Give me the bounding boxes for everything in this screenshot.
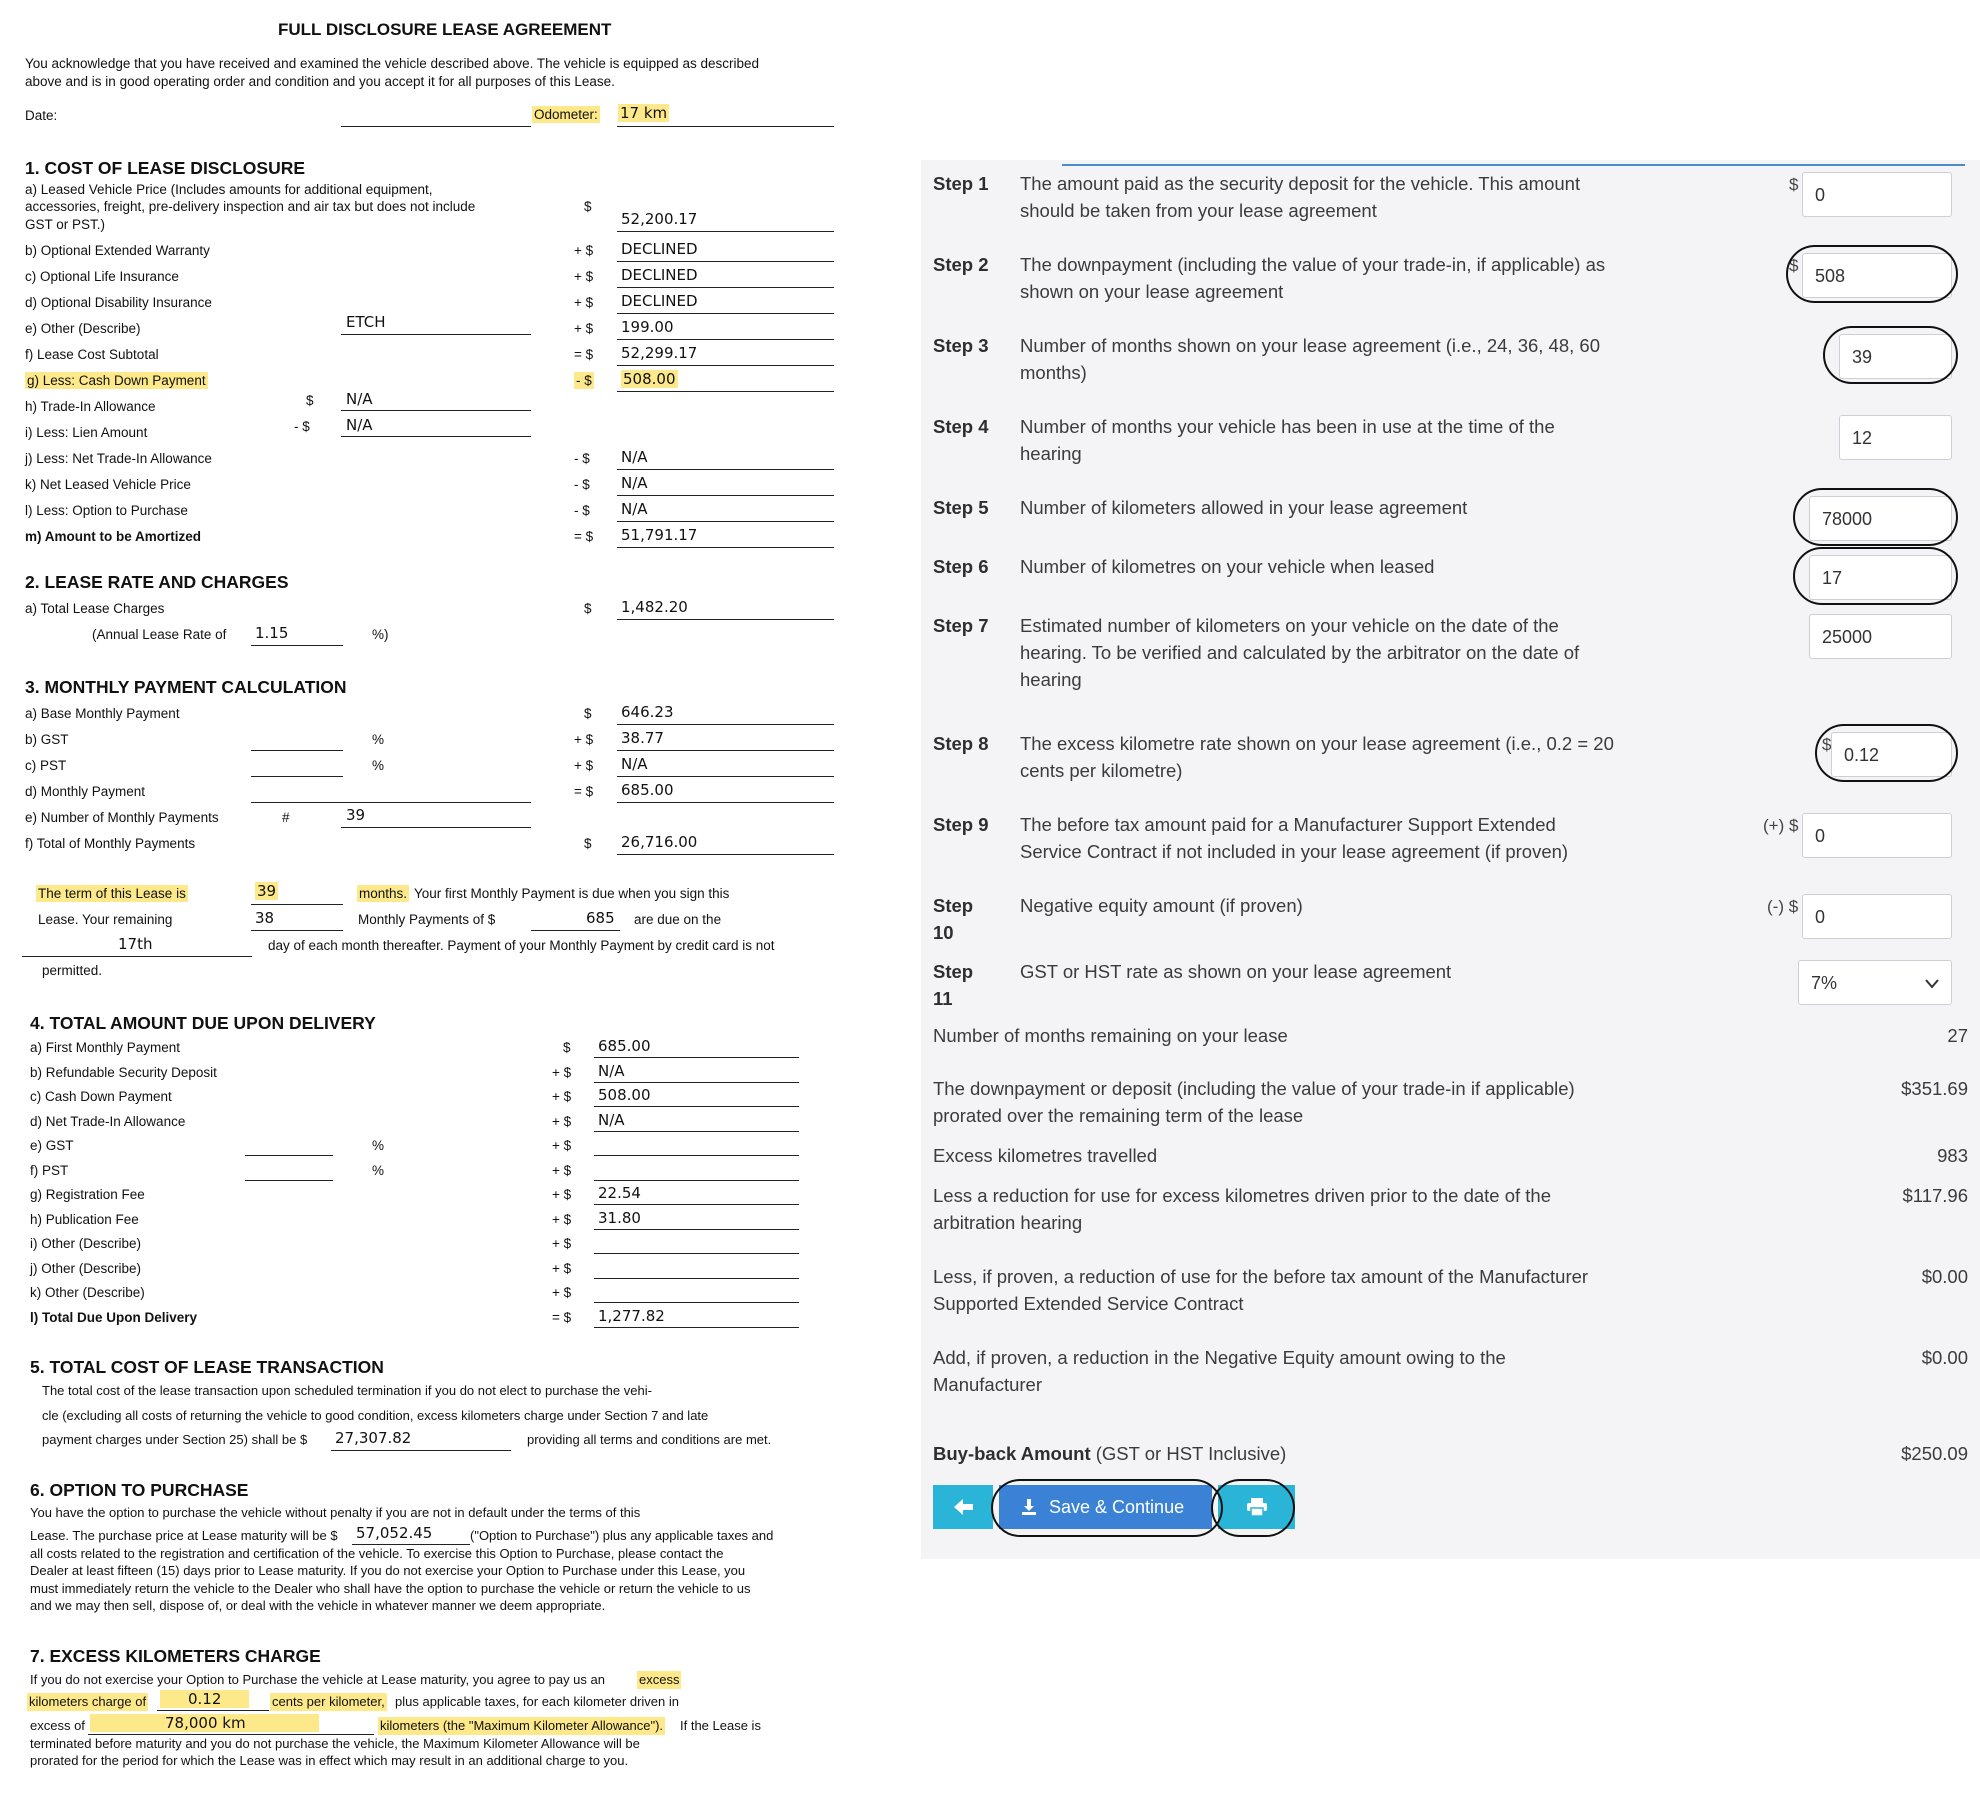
buyback-value: $250.09 — [1901, 1443, 1968, 1464]
step-label: Step 11 — [933, 961, 974, 1009]
s4-row-value: N/A — [598, 1111, 625, 1129]
s1-row-label: h) Trade-In Allowance — [25, 399, 156, 414]
s1-row-symbol: = $ — [574, 347, 594, 362]
term-text-3: Lease. Your remaining — [38, 912, 173, 927]
s5-line-3a: payment charges under Section 25) shall be $ — [42, 1432, 308, 1447]
s3-row-value: 685.00 — [621, 781, 674, 799]
s1-row-symbol: - $ — [576, 373, 592, 388]
input-annotation-circle — [1786, 245, 1958, 303]
step-description: GST or HST rate as shown on your lease agreement — [1020, 961, 1452, 982]
s1-i-dollar: - $ — [294, 419, 310, 434]
term-text-5: are due on the — [634, 912, 722, 927]
s4-row-label: e) GST — [30, 1138, 74, 1153]
input-annotation-circle — [1815, 724, 1958, 782]
s1-row-label: g) Less: Cash Down Payment — [27, 373, 206, 388]
s1-row-symbol: + $ — [574, 243, 594, 258]
step-input[interactable]: 0.12 — [1831, 732, 1952, 777]
step-description: Number of kilometers allowed in your lease agreement — [1020, 497, 1468, 518]
s3-row-symbol: = $ — [574, 784, 594, 799]
summary-value: $0.00 — [1921, 1347, 1968, 1368]
s1-row-label: e) Other (Describe) — [25, 321, 141, 336]
s1-row-symbol: = $ — [574, 529, 594, 544]
s6-line-4: Dealer at least fifteen (15) days prior to Lease maturity. If you do not exercise your Option to Purchase under this Lease, you — [30, 1563, 746, 1578]
step-input[interactable]: 17 — [1809, 555, 1952, 600]
step-prefix: $ — [1789, 256, 1799, 275]
s3-row-symbol: $ — [584, 836, 592, 851]
s3-row-percent-line — [251, 750, 343, 751]
step-description: Number of months your vehicle has been in use at the time of the hearing — [1020, 416, 1555, 464]
s5-total-value: 27,307.82 — [335, 1429, 412, 1447]
s7-line-3b: kilometers (the "Maximum Kilometer Allowance"). — [380, 1718, 664, 1733]
step-label: Step 5 — [933, 497, 989, 518]
s1-row-label: j) Less: Net Trade-In Allowance — [25, 451, 212, 466]
s6-line-5: must immediately return the vehicle to the Dealer who shall have the option to purchase the vehicle or return the vehicle to us — [30, 1581, 751, 1596]
arrow-left-icon — [933, 1485, 993, 1529]
term-amount: 685 — [586, 909, 615, 927]
s4-row-line — [594, 1229, 799, 1230]
step-input[interactable]: 12 — [1839, 415, 1952, 460]
s4-row-value: N/A — [598, 1062, 625, 1080]
term-amount-line — [531, 930, 620, 931]
s1-e-desc-line — [341, 334, 531, 335]
s4-row-value: 31.80 — [598, 1209, 641, 1227]
s4-row-value: 685.00 — [598, 1037, 651, 1055]
buyback-label-row — [933, 1440, 1633, 1467]
term-text-7: permitted. — [42, 963, 103, 978]
s4-row-symbol: + $ — [552, 1261, 572, 1276]
step-label: Step 7 — [933, 615, 989, 636]
s4-row-percent-line — [245, 1180, 333, 1181]
s1-h-line — [341, 410, 531, 411]
term-day: 17th — [118, 935, 153, 953]
section-5-heading: 5. TOTAL COST OF LEASE TRANSACTION — [30, 1357, 384, 1377]
step-input[interactable]: 7% — [1798, 960, 1952, 1005]
term-day-line — [22, 956, 252, 957]
s7-line-5: prorated for the period for which the Lease was in effect which may result in an additional charge to you. — [30, 1753, 629, 1768]
s4-row-line — [594, 1327, 799, 1328]
step-input[interactable]: 0 — [1802, 894, 1952, 939]
term-text-2: Your first Monthly Payment is due when you sign this — [414, 886, 730, 901]
summary-value: 27 — [1947, 1025, 1968, 1046]
s1-row-line — [617, 287, 834, 288]
s3-row-percent: % — [372, 732, 385, 747]
step-description: Estimated number of kilometers on your vehicle on the date of the hearing. To be verified and calculated by the arbitrator on the date of hearing — [1020, 615, 1580, 690]
s2-a-value: 1,482.20 — [621, 598, 688, 616]
s1-a-line3: GST or PST.) — [25, 217, 106, 232]
step-prefix: (-) $ — [1767, 897, 1799, 916]
step-label: Step 3 — [933, 335, 989, 356]
s3-row-label: d) Monthly Payment — [25, 784, 146, 799]
summary-label: Less a reduction for use for excess kilometres driven prior to the date of the arbitration hearing — [933, 1185, 1552, 1233]
step-label: Step 4 — [933, 416, 989, 437]
s6-line-2a: Lease. The purchase price at Lease maturity will be $ — [30, 1528, 338, 1543]
s7-rate-value: 0.12 — [160, 1690, 249, 1708]
buyback-label: Buy-back Amount — [933, 1443, 1091, 1464]
step-label: Step 2 — [933, 254, 989, 275]
s1-row-label: i) Less: Lien Amount — [25, 425, 148, 440]
s7-line-2c: plus applicable taxes, for each kilometer driven in — [395, 1694, 679, 1709]
s4-row-label: i) Other (Describe) — [30, 1236, 142, 1251]
s5-line-3b: providing all terms and conditions are met. — [527, 1432, 772, 1447]
summary-label: Less, if proven, a reduction of use for the before tax amount of the Manufacturer Supported Extended Service Contract — [933, 1266, 1589, 1314]
back-button[interactable] — [933, 1485, 993, 1529]
s4-row-symbol: = $ — [552, 1310, 572, 1325]
step-description: The excess kilometre rate shown on your lease agreement (i.e., 0.2 = 20 cents per kilometre) — [1020, 733, 1614, 781]
step-label: Step 6 — [933, 556, 989, 577]
s4-row-symbol: + $ — [552, 1163, 572, 1178]
step-label: Step 8 — [933, 733, 989, 754]
s3-row-symbol: + $ — [574, 758, 594, 773]
section-6-heading: 6. OPTION TO PURCHASE — [30, 1480, 249, 1500]
s4-row-symbol: + $ — [552, 1065, 572, 1080]
step-description: Number of months shown on your lease agreement (i.e., 24, 36, 48, 60 months) — [1020, 335, 1600, 383]
input-annotation-circle — [1823, 326, 1958, 384]
s7-rate-line — [157, 1710, 269, 1711]
s3-row-line — [617, 750, 834, 751]
s4-row-label: f) PST — [30, 1163, 69, 1178]
save-continue-label: Save & Continue — [1049, 1497, 1185, 1517]
s2-rate-suffix: %) — [372, 627, 389, 642]
s6-line-3: all costs related to the registration and certification of the vehicle. To exercise this Option to Purchase, please contact the — [30, 1546, 724, 1561]
s1-row-label: c) Optional Life Insurance — [25, 269, 179, 284]
s4-row-value: 508.00 — [598, 1086, 651, 1104]
s4-row-value: 1,277.82 — [598, 1307, 665, 1325]
s1-row-line — [617, 521, 834, 522]
s4-row-symbol: + $ — [552, 1138, 572, 1153]
s1-row-line — [617, 313, 834, 314]
s7-line-3c: If the Lease is — [680, 1718, 761, 1733]
step-input[interactable]: 508 — [1802, 253, 1952, 298]
s1-row-label: k) Net Leased Vehicle Price — [25, 477, 191, 492]
summary-value: $351.69 — [1901, 1078, 1968, 1099]
step-label: Step 10 — [933, 895, 974, 943]
s5-total-line — [331, 1450, 511, 1451]
s1-a-dollar: $ — [584, 199, 592, 214]
s3-row-label: f) Total of Monthly Payments — [25, 836, 196, 851]
input-annotation-circle — [1793, 488, 1958, 546]
step-input[interactable]: 0 — [1802, 172, 1952, 217]
s4-row-label: k) Other (Describe) — [30, 1285, 145, 1300]
summary-label: The downpayment or deposit (including the value of your trade-in if applicable) prorated over the remaining term of the lease — [933, 1078, 1575, 1126]
s4-row-line — [594, 1131, 799, 1132]
s4-row-line — [594, 1155, 799, 1156]
s1-i-value: N/A — [346, 416, 373, 434]
s1-row-value: DECLINED — [621, 292, 698, 310]
print-button-annotation-circle — [1211, 1479, 1295, 1537]
term-line — [251, 904, 343, 905]
s1-row-line — [617, 339, 834, 340]
panel-top-rule — [1062, 164, 1965, 166]
s1-row-label: m) Amount to be Amortized — [25, 529, 201, 544]
odometer-label: Odometer: — [534, 107, 598, 122]
term-remaining-line — [251, 930, 343, 931]
s1-e-description: ETCH — [346, 313, 386, 331]
section-3-heading: 3. MONTHLY PAYMENT CALCULATION — [25, 677, 347, 697]
s6-line-2b: ("Option to Purchase") plus any applicable taxes and — [470, 1528, 774, 1543]
s4-row-label: h) Publication Fee — [30, 1212, 139, 1227]
s4-row-line — [594, 1204, 799, 1205]
s1-row-label: l) Less: Option to Purchase — [25, 503, 188, 518]
document-title: FULL DISCLOSURE LEASE AGREEMENT — [278, 20, 612, 39]
step-input[interactable]: 25000 — [1809, 614, 1952, 659]
s4-row-line — [594, 1253, 799, 1254]
s1-row-symbol: - $ — [574, 477, 590, 492]
s1-row-value: N/A — [621, 500, 648, 518]
s1-row-symbol: + $ — [574, 269, 594, 284]
s1-row-line — [617, 261, 834, 262]
s1-row-label: f) Lease Cost Subtotal — [25, 347, 159, 362]
summary-label: Excess kilometres travelled — [933, 1145, 1158, 1166]
s3-row-percent: % — [372, 758, 385, 773]
term-remaining: 38 — [255, 909, 275, 927]
term-months: months. — [359, 886, 408, 901]
s3-row-label: e) Number of Monthly Payments — [25, 810, 219, 825]
s2-a-dollar: $ — [584, 601, 592, 616]
term-text-6: day of each month thereafter. Payment of your Monthly Payment by credit card is not — [268, 938, 775, 953]
s1-row-value: 508.00 — [623, 370, 676, 388]
s1-a-line2: accessories, freight, pre-delivery inspection and air tax but does not include — [25, 199, 476, 214]
step-description: The downpayment (including the value of your trade-in, if applicable) as shown on your lease agreement — [1020, 254, 1606, 302]
s1-row-symbol: + $ — [574, 321, 594, 336]
s1-row-line — [617, 365, 834, 366]
summary-value: $0.00 — [1921, 1266, 1968, 1287]
date-line — [341, 126, 531, 127]
s3-num-payments: 39 — [346, 806, 366, 824]
s3-row-symbol: $ — [584, 706, 592, 721]
s2-rate-line — [251, 645, 343, 646]
intro-line-1: You acknowledge that you have received and examined the vehicle described above. The vehicle is equipped as described — [25, 56, 759, 71]
intro-line-2: above and is in good operating order and condition and you accept it for all purposes of this Lease. — [25, 74, 615, 89]
s4-row-label: b) Refundable Security Deposit — [30, 1065, 217, 1080]
s4-row-label: g) Registration Fee — [30, 1187, 145, 1202]
s1-a-value: 52,200.17 — [621, 210, 698, 228]
s1-a-line1: a) Leased Vehicle Price (Includes amounts for additional equipment, — [25, 182, 433, 197]
s4-row-label: c) Cash Down Payment — [30, 1089, 172, 1104]
s3-num-line — [341, 827, 531, 828]
s1-row-symbol: - $ — [574, 451, 590, 466]
s3-row-value: N/A — [621, 755, 648, 773]
s4-row-line — [594, 1106, 799, 1107]
s4-row-symbol: + $ — [552, 1089, 572, 1104]
s5-line-2: cle (excluding all costs of returning the vehicle to good condition, excess kilometers charge under Section 7 and late — [42, 1408, 709, 1423]
s4-row-percent-line — [245, 1155, 333, 1156]
buyback-calculator-panel — [921, 160, 1980, 1559]
input-annotation-circle — [1793, 547, 1958, 605]
s7-line-1a: If you do not exercise your Option to Purchase the vehicle at Lease maturity, you agree to pay us an — [30, 1672, 605, 1687]
step-description: Negative equity amount (if proven) — [1020, 895, 1303, 916]
s4-row-symbol: $ — [563, 1040, 571, 1055]
s7-km-value: 78,000 km — [90, 1714, 319, 1732]
s1-row-value: N/A — [621, 448, 648, 466]
s2-rate-label: (Annual Lease Rate of — [92, 627, 227, 642]
s3-row-percent-line — [251, 776, 343, 777]
step-label: Step 9 — [933, 814, 989, 835]
s6-line-1: You have the option to purchase the vehicle without penalty if you are not in default under the terms of this — [30, 1505, 641, 1520]
s4-row-symbol: + $ — [552, 1114, 572, 1129]
s1-row-label: d) Optional Disability Insurance — [25, 295, 212, 310]
s1-row-value: DECLINED — [621, 266, 698, 284]
s6-line-6: and we may then sell, dispose of, or deal with the vehicle in whatever manner we deem appropriate. — [30, 1598, 606, 1613]
step-description: The before tax amount paid for a Manufacturer Support Extended Service Contract if not included in your lease agreement (if proven) — [1020, 814, 1569, 862]
s3-row-value: 38.77 — [621, 729, 664, 747]
save-button-annotation-circle — [991, 1479, 1223, 1537]
term-value: 39 — [257, 882, 277, 900]
step-prefix: (+) $ — [1763, 816, 1799, 835]
summary-value: 983 — [1937, 1145, 1968, 1166]
s3-d-extra-line — [251, 802, 531, 803]
s1-row-line — [617, 469, 834, 470]
s4-row-label: d) Net Trade-In Allowance — [30, 1114, 186, 1129]
s1-row-value: 52,299.17 — [621, 344, 698, 362]
s1-row-label: b) Optional Extended Warranty — [25, 243, 210, 258]
section-7-heading: 7. EXCESS KILOMETERS CHARGE — [30, 1646, 321, 1666]
s3-row-label: a) Base Monthly Payment — [25, 706, 180, 721]
s4-row-value: 22.54 — [598, 1184, 641, 1202]
s1-a-line — [617, 231, 834, 232]
s1-row-line — [617, 391, 834, 392]
s3-row-line — [617, 802, 834, 803]
buyback-suffix: (GST or HST Inclusive) — [1095, 1443, 1287, 1464]
s3-row-label: b) GST — [25, 732, 69, 747]
s4-row-symbol: + $ — [552, 1236, 572, 1251]
s3-row-hash: # — [282, 810, 290, 825]
step-input[interactable]: 0 — [1802, 813, 1952, 858]
s4-row-percent: % — [372, 1138, 385, 1153]
s4-row-percent: % — [372, 1163, 385, 1178]
s4-row-symbol: + $ — [552, 1285, 572, 1300]
date-label: Date: — [25, 108, 58, 123]
s7-line-2a: kilometers charge of — [29, 1694, 147, 1709]
term-label: The term of this Lease is — [38, 886, 186, 901]
s2-a-label: a) Total Lease Charges — [25, 601, 165, 616]
summary-label: Number of months remaining on your lease — [933, 1025, 1288, 1046]
s4-row-label: a) First Monthly Payment — [30, 1040, 181, 1055]
s4-row-line — [594, 1180, 799, 1181]
summary-value: $117.96 — [1902, 1185, 1968, 1206]
s4-row-line — [594, 1082, 799, 1083]
odometer-value: 17 km — [620, 104, 668, 122]
s1-row-value: 51,791.17 — [621, 526, 698, 544]
s1-row-line — [617, 495, 834, 496]
s7-line-1b: excess — [639, 1672, 680, 1687]
step-description: Number of kilometres on your vehicle when leased — [1020, 556, 1435, 577]
s4-row-line — [594, 1278, 799, 1279]
step-input[interactable]: 39 — [1839, 334, 1952, 379]
s1-h-value: N/A — [346, 390, 373, 408]
s3-row-line — [617, 724, 834, 725]
term-text-4: Monthly Payments of $ — [358, 912, 496, 927]
s4-row-symbol: + $ — [552, 1187, 572, 1202]
section-1-heading: 1. COST OF LEASE DISCLOSURE — [25, 158, 306, 178]
s1-row-line — [617, 547, 834, 548]
chevron-down-icon — [1925, 979, 1939, 989]
step-label: Step 1 — [933, 173, 989, 194]
step-prefix: $ — [1822, 735, 1832, 754]
lease-agreement-document — [0, 0, 900, 1805]
s1-i-line — [341, 436, 531, 437]
s1-row-value: DECLINED — [621, 240, 698, 258]
s3-row-symbol: + $ — [574, 732, 594, 747]
s1-row-symbol: - $ — [574, 503, 590, 518]
s4-row-label: l) Total Due Upon Delivery — [30, 1310, 198, 1325]
s3-row-value: 26,716.00 — [621, 833, 698, 851]
s3-row-label: c) PST — [25, 758, 67, 773]
s7-line-4: terminated before maturity and you do not purchase the vehicle, the Maximum Kilometer Allowance will be — [30, 1736, 640, 1751]
s4-row-symbol: + $ — [552, 1212, 572, 1227]
odometer-line — [617, 126, 834, 127]
step-input[interactable]: 78000 — [1809, 496, 1952, 541]
s6-purchase-price: 57,052.45 — [356, 1524, 433, 1542]
s4-row-line — [594, 1057, 799, 1058]
s1-row-symbol: + $ — [574, 295, 594, 310]
section-4-heading: 4. TOTAL AMOUNT DUE UPON DELIVERY — [30, 1013, 376, 1033]
s3-row-value: 646.23 — [621, 703, 674, 721]
s3-row-line — [617, 776, 834, 777]
s3-row-line — [617, 854, 834, 855]
summary-label: Add, if proven, a reduction in the Negative Equity amount owing to the Manufacturer — [933, 1347, 1506, 1395]
s7-line-3a: excess of — [30, 1718, 85, 1733]
s1-row-value: N/A — [621, 474, 648, 492]
s4-row-label: j) Other (Describe) — [30, 1261, 142, 1276]
section-2-heading: 2. LEASE RATE AND CHARGES — [25, 572, 289, 592]
s2-rate-value: 1.15 — [255, 624, 289, 642]
s5-line-1: The total cost of the lease transaction upon scheduled termination if you do not elect to purchase the vehi- — [42, 1383, 652, 1398]
s7-line-2b: cents per kilometer, — [272, 1694, 385, 1709]
s2-a-line — [617, 619, 834, 620]
step-description: The amount paid as the security deposit for the vehicle. This amount should be taken from your lease agreement — [1020, 173, 1581, 221]
step-prefix: $ — [1789, 175, 1799, 194]
s4-row-line — [594, 1302, 799, 1303]
s1-row-value: 199.00 — [621, 318, 674, 336]
s1-h-dollar: $ — [306, 393, 314, 408]
